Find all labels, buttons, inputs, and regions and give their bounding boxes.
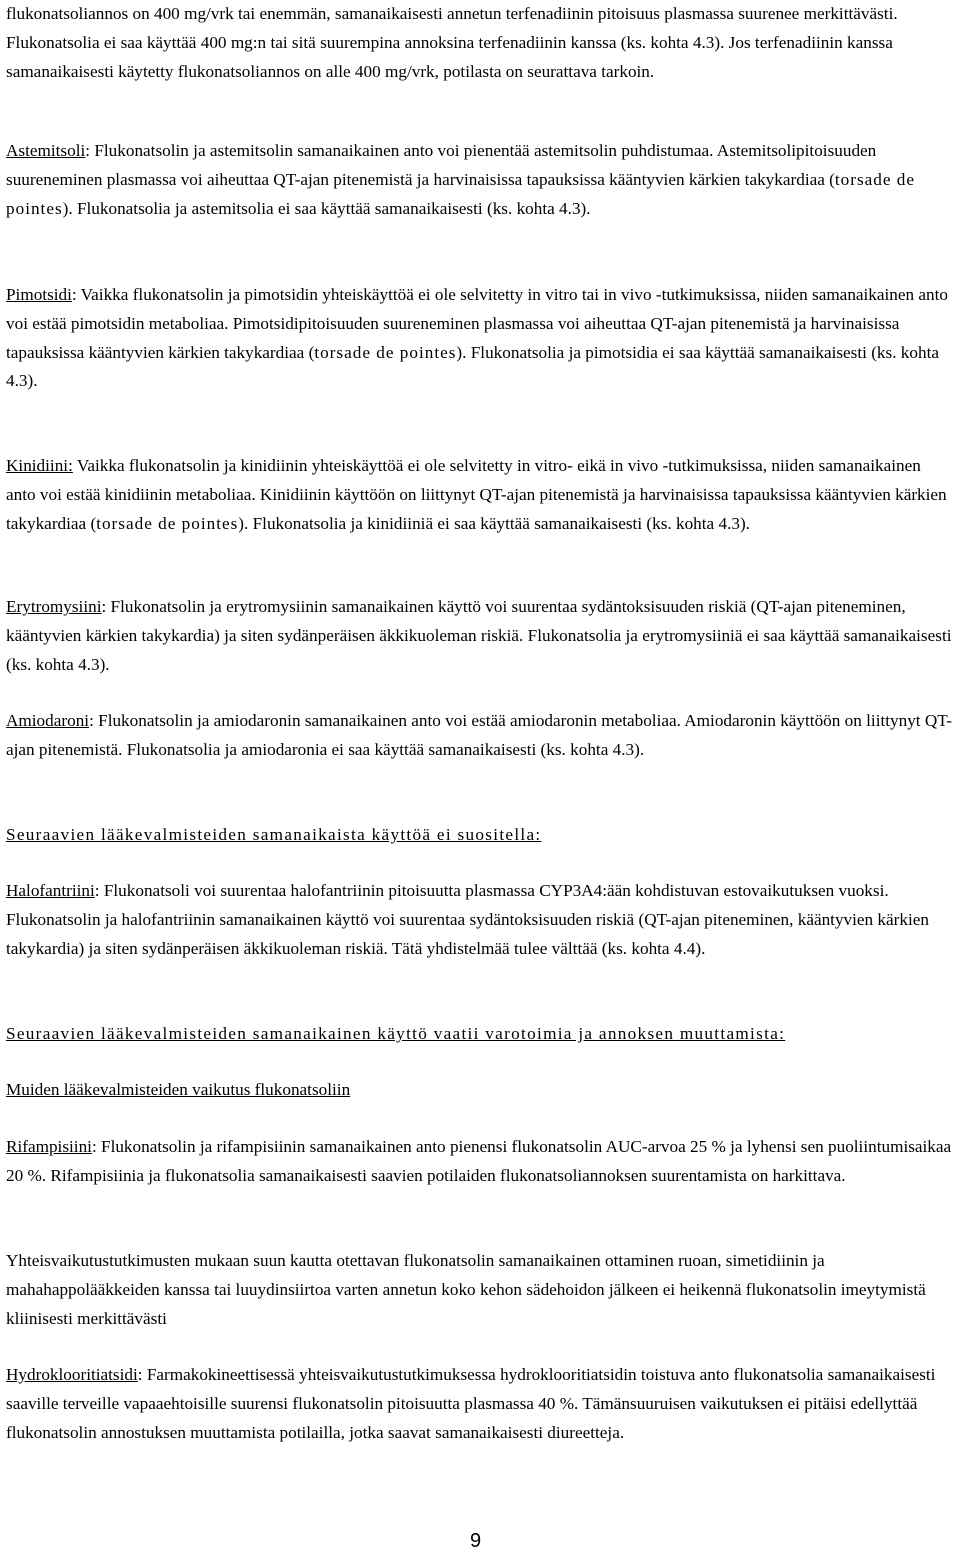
intro-paragraph (6, 0, 954, 86)
kinidiini-text-end: ). Flukonatsolia ja kinidiiniä ei saa käyttää samanaikaisesti (ks. kohta 4.3). (238, 513, 750, 533)
erytromysiini-paragraph (6, 593, 954, 679)
pimotsidi-term: Pimotsidi (6, 285, 72, 304)
pimotsidi-torsade: torsade de pointes (314, 342, 457, 362)
halofantriini-term: Halofantriini (6, 881, 95, 900)
kinidiini-paragraph (6, 452, 954, 538)
kinidiini-term: Kinidiini: (6, 456, 73, 475)
astemitsoli-text-end: ). Flukonatsolia ja astemitsolia ei saa käyttää samanaikaisesti (ks. kohta 4.3). (62, 198, 591, 218)
yhteisvaikutus-text: Yhteisvaikutustutkimusten mukaan suun kautta otettavan flukonatsolin samanaikainen ottaminen ruoan, simetidiinin ja mahahappolääkkeiden kanssa tai luuydinsiirtoa varten annetun koko kehon sädehoidon jälkeen ei heikennä flukonatsolin imeytymistä kliinisesti merkittävästi (6, 1251, 926, 1328)
astemitsoli-text: : Flukonatsolin ja astemitsolin samanaikainen anto voi pienentää astemitsolin puhdistumaa. Astemitsolipitoisuuden suureneminen plasmassa voi aiheuttaa QT-ajan pitenemistä ja harvinaisissa tapauksissa kääntyvien kärkien takykardiaa ( (6, 141, 877, 189)
erytromysiini-term: Erytromysiini (6, 597, 102, 616)
rifampisiini-term: Rifampisiini (6, 1137, 92, 1156)
hydroklooritiatsidi-text: : Farmakokineettisessä yhteisvaikutustutkimuksessa hydroklooritiatsidin toistuva anto flukonatsolia samanaikaisesti saaville terveille vapaaehtoisille suurensi flukonatsolin pitoisuutta plasmassa 40 %. Tämänsuuruisen vaikutuksen ei pitäisi edellyttää flukonatsolin annostuksen muuttamista potilailla, jotka saavat samanaikaisesti diureetteja. (6, 1365, 936, 1442)
section-heading-precautions: Seuraavien lääkevalmisteiden samanaikainen käyttö vaatii varotoimia ja annoksen muuttamista: (6, 1024, 786, 1043)
kinidiini-torsade: torsade de pointes (96, 513, 239, 533)
rifampisiini-paragraph (6, 1133, 954, 1191)
astemitsoli-term: Astemitsoli (6, 141, 86, 160)
rifampisiini-text: : Flukonatsolin ja rifampisiinin samanaikainen anto pienensi flukonatsolin AUC-arvoa 25 % ja lyhensi sen puoliintumisaikaa 20 %. Rifampisiinia ja flukonatsolia samanaikaisesti saavien potilaiden flukonatsoliannoksen suurentamista on harkittava. (6, 1137, 952, 1185)
amiodaroni-term: Amiodaroni (6, 711, 90, 730)
page-number: 9 (470, 1530, 482, 1552)
section-heading-not-recommended: Seuraavien lääkevalmisteiden samanaikaista käyttöä ei suositella: (6, 825, 542, 844)
kinidiini-text: Vaikka flukonatsolin ja kinidiinin yhteiskäyttöä ei ole selvitetty in vitro- eikä in vivo -tutkimuksissa, niiden samanaikainen anto voi estää kinidiinin metaboliaa. Kinidiinin käyttöön on liittynyt QT-ajan pitenemistä ja harvinaisissa tapauksissa kääntyvien kärkien takykardiaa ( (6, 456, 947, 533)
section-subheading-effect: Muiden lääkevalmisteiden vaikutus flukonatsoliin (6, 1080, 351, 1099)
amiodaroni-paragraph (6, 707, 954, 765)
erytromysiini-text: : Flukonatsolin ja erytromysiinin samanaikainen käyttö voi suurentaa sydäntoksisuuden riskiä (QT-ajan piteneminen, kääntyvien kärkien takykardia) ja siten sydänperäisen äkkikuoleman riskiä. Flukonatsolia ja erytromysiiniä ei saa käyttää samanaikaisesti (ks. kohta 4.3). (6, 597, 952, 674)
amiodaroni-text: : Flukonatsolin ja amiodaronin samanaikainen anto voi estää amiodaronin metaboliaa. Amiodaronin käyttöön on liittynyt QT-ajan pitenemistä. Flukonatsolia ja amiodaronia ei saa käyttää samanaikaisesti (ks. kohta 4.3). (6, 711, 952, 759)
astemitsoli-paragraph (6, 137, 954, 223)
pimotsidi-text: : Vaikka flukonatsolin ja pimotsidin yhteiskäyttöä ei ole selvitetty in vitro tai in vivo -tutkimuksissa, niiden samanaikainen anto voi estää pimotsidin metaboliaa. Pimotsidipitoisuuden suureneminen plasmassa voi aiheuttaa QT-ajan pitenemistä ja harvinaisissa tapauksissa kääntyvien kärkien takykardiaa ( (6, 285, 949, 362)
astemitsoli-torsade: torsade de pointes (6, 169, 916, 218)
halofantriini-paragraph (6, 877, 954, 963)
pimotsidi-text-end: ). Flukonatsolia ja pimotsidia ei saa käyttää samanaikaisesti (ks. kohta 4.3). (6, 342, 939, 391)
halofantriini-text: : Flukonatsoli voi suurentaa halofantriinin pitoisuutta plasmassa CYP3A4:ään kohdistuvan estovaikutuksen vuoksi. Flukonatsolin ja halofantriinin samanaikainen käyttö voi suurentaa sydäntoksisuuden riskiä (QT-ajan piteneminen, kääntyvien kärkien takykardia) ja siten sydänperäisen äkkikuoleman riskiä. Tätä yhdistelmää tulee välttää (ks. kohta 4.4). (6, 881, 929, 958)
intro-text: flukonatsoliannos on 400 mg/vrk tai enemmän, samanaikaisesti annetun terfenadiinin pitoisuus plasmassa suurenee merkittävästi. Flukonatsolia ei saa käyttää 400 mg:n tai sitä suurempina annoksina terfenadiinin kanssa (ks. kohta 4.3). Jos terfenadiinin kanssa samanaikaisesti käytetty flukonatsoliannos on alle 400 mg/vrk, potilasta on seurattava tarkoin. (6, 4, 898, 81)
hydroklooritiatsidi-term: Hydroklooritiatsidi (6, 1365, 138, 1384)
yhteisvaikutus-paragraph (6, 1247, 954, 1333)
pimotsidi-paragraph (6, 281, 954, 396)
hydroklooritiatsidi-paragraph (6, 1361, 954, 1447)
